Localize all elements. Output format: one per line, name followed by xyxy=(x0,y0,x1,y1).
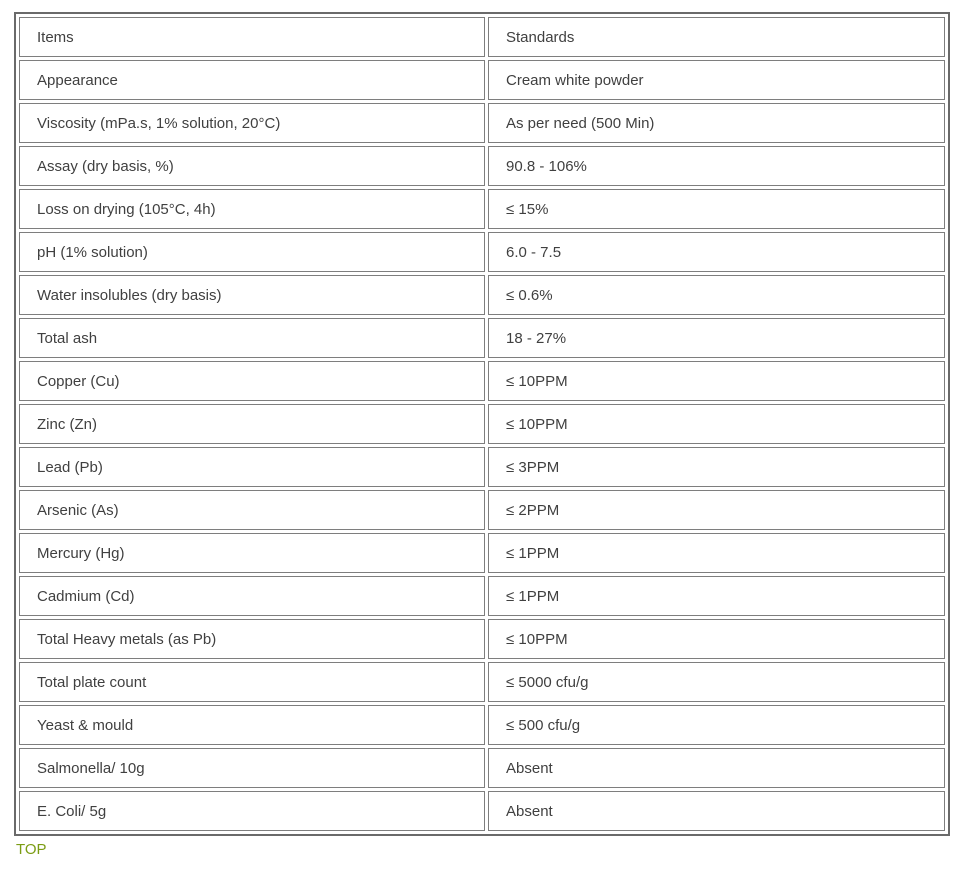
item-cell: Total plate count xyxy=(19,662,485,702)
item-cell: Total Heavy metals (as Pb) xyxy=(19,619,485,659)
item-cell: pH (1% solution) xyxy=(19,232,485,272)
table-row xyxy=(19,490,945,530)
item-cell: Total ash xyxy=(19,318,485,358)
item-cell: E. Coli/ 5g xyxy=(19,791,485,831)
table-row xyxy=(19,189,945,229)
spec-table xyxy=(14,12,950,836)
table-row xyxy=(19,60,945,100)
standard-cell: ≤ 0.6% xyxy=(488,275,945,315)
standard-cell: ≤ 10PPM xyxy=(488,404,945,444)
items-header-cell: Items xyxy=(19,17,485,57)
table-row xyxy=(19,361,945,401)
item-cell: Copper (Cu) xyxy=(19,361,485,401)
table-row xyxy=(19,103,945,143)
standard-cell: ≤ 2PPM xyxy=(488,490,945,530)
standard-cell: 18 - 27% xyxy=(488,318,945,358)
standard-cell: Absent xyxy=(488,748,945,788)
table-row xyxy=(19,275,945,315)
table-row xyxy=(19,748,945,788)
standard-cell: ≤ 1PPM xyxy=(488,576,945,616)
item-cell: Yeast & mould xyxy=(19,705,485,745)
table-header-row xyxy=(19,17,945,57)
standard-cell: 6.0 - 7.5 xyxy=(488,232,945,272)
standard-cell: ≤ 10PPM xyxy=(488,619,945,659)
item-cell: Zinc (Zn) xyxy=(19,404,485,444)
item-cell: Viscosity (mPa.s, 1% solution, 20°C) xyxy=(19,103,485,143)
item-cell: Lead (Pb) xyxy=(19,447,485,487)
spec-page xyxy=(0,12,970,871)
item-cell: Salmonella/ 10g xyxy=(19,748,485,788)
item-cell: Mercury (Hg) xyxy=(19,533,485,573)
table-row xyxy=(19,232,945,272)
table-row xyxy=(19,619,945,659)
item-cell: Arsenic (As) xyxy=(19,490,485,530)
standard-cell: ≤ 10PPM xyxy=(488,361,945,401)
item-cell: Loss on drying (105°C, 4h) xyxy=(19,189,485,229)
standard-cell: Absent xyxy=(488,791,945,831)
spec-table-body xyxy=(19,17,945,831)
standards-header-cell: Standards xyxy=(488,17,945,57)
top-link[interactable]: TOP xyxy=(16,841,47,858)
standard-cell: As per need (500 Min) xyxy=(488,103,945,143)
table-row xyxy=(19,576,945,616)
standard-cell: ≤ 5000 cfu/g xyxy=(488,662,945,702)
standard-cell: ≤ 15% xyxy=(488,189,945,229)
table-row xyxy=(19,404,945,444)
item-cell: Assay (dry basis, %) xyxy=(19,146,485,186)
table-row xyxy=(19,533,945,573)
standard-cell: Cream white powder xyxy=(488,60,945,100)
item-cell: Appearance xyxy=(19,60,485,100)
standard-cell: ≤ 3PPM xyxy=(488,447,945,487)
standard-cell: ≤ 500 cfu/g xyxy=(488,705,945,745)
table-row xyxy=(19,705,945,745)
table-row xyxy=(19,447,945,487)
table-row xyxy=(19,791,945,831)
standard-cell: ≤ 1PPM xyxy=(488,533,945,573)
item-cell: Cadmium (Cd) xyxy=(19,576,485,616)
item-cell: Water insolubles (dry basis) xyxy=(19,275,485,315)
table-row xyxy=(19,146,945,186)
standard-cell: 90.8 - 106% xyxy=(488,146,945,186)
table-row xyxy=(19,318,945,358)
table-row xyxy=(19,662,945,702)
